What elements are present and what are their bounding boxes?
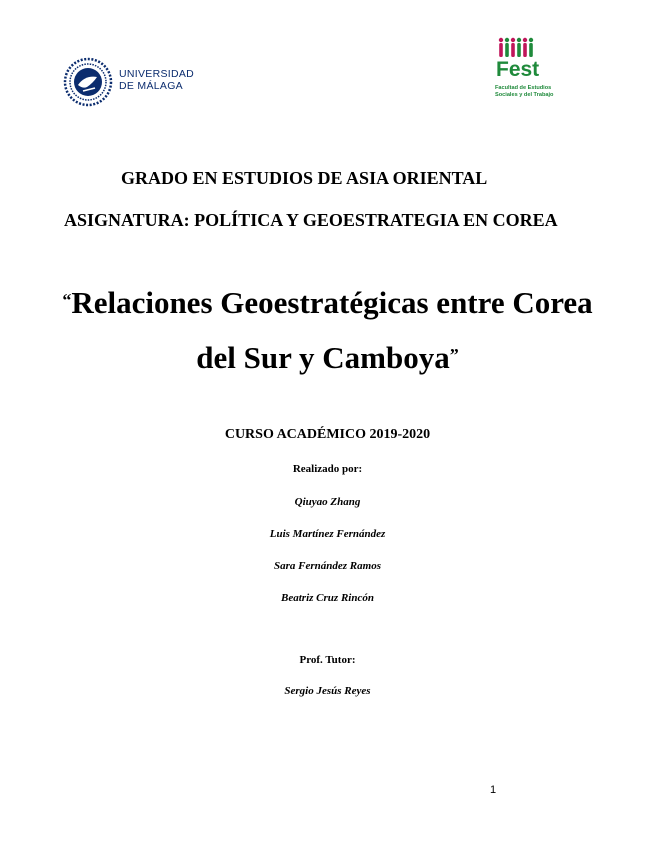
faculty-name-line2: Sociales y del Trabajo	[495, 92, 554, 98]
university-name-line2: DE MÁLAGA	[119, 80, 183, 92]
university-name-line1: UNIVERSIDAD	[119, 68, 195, 80]
subject-heading: ASIGNATURA: POLÍTICA Y GEOESTRATEGIA EN COREA	[64, 210, 558, 230]
university-logo	[63, 57, 203, 109]
faculty-name-line1: Facultad de Estudios	[495, 85, 552, 91]
author-name: Beatriz Cruz Rincón	[281, 592, 374, 604]
title-open-quote: “	[62, 290, 72, 310]
faculty-logo-word: Fest	[496, 58, 540, 81]
university-seal-icon	[63, 57, 113, 107]
degree-heading: GRADO EN ESTUDIOS DE ASIA ORIENTAL	[121, 168, 488, 188]
faculty-name	[495, 85, 575, 99]
academic-year: CURSO ACADÉMICO 2019-2020	[224, 427, 431, 442]
page-number: 1	[490, 784, 497, 796]
tutor-name: Sergio Jesús Reyes	[284, 685, 371, 697]
title-text-line2: del Sur y Camboya	[196, 340, 450, 375]
university-name	[119, 68, 203, 92]
title-text-line1: Relaciones Geoestratégicas entre Corea	[71, 285, 593, 320]
title-close-quote: ”	[449, 345, 459, 365]
author-name: Qiuyao Zhang	[294, 496, 361, 508]
document-title-line2	[0, 336, 655, 377]
document-title-line1	[0, 281, 655, 322]
tutor-label: Prof. Tutor:	[299, 654, 356, 666]
faculty-logo	[496, 37, 568, 105]
author-name: Luis Martínez Fernández	[269, 528, 386, 540]
authors-label: Realizado por:	[292, 463, 363, 475]
author-name: Sara Fernández Ramos	[274, 560, 381, 572]
